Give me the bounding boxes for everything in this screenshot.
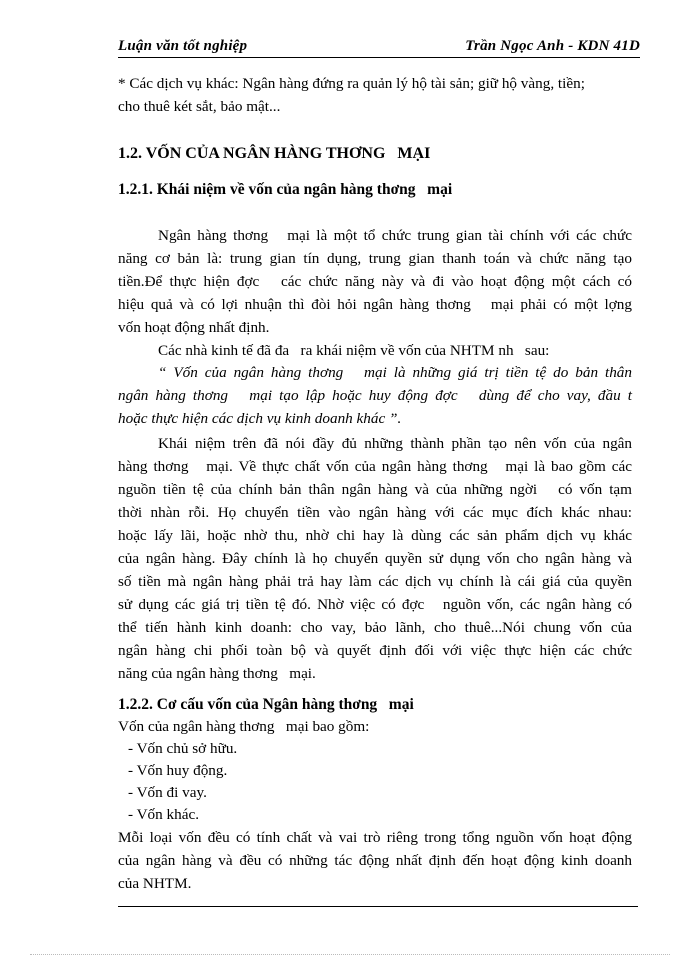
- intro-line: cho thuê két sắt, bảo mật...: [118, 98, 281, 115]
- paragraph-line: hiệu quả và có lợi nhuận thì đòi hỏi ngân hàng thơng mại phải có một lợng: [118, 296, 632, 313]
- paragraph-line: Các nhà kinh tế đã đa ra khái niệm về vốn của NHTM nh sau:: [158, 342, 550, 359]
- paragraph-line: của ngân hàng và đều có những tác động nhất định đến hoạt động kinh doanh: [118, 852, 632, 869]
- subsection-heading: 1.2.1. Khái niệm về vốn của ngân hàng thơng mại: [118, 181, 453, 198]
- paragraph-line: Ngân hàng thơng mại là một tổ chức trung gian tài chính với các chức: [158, 227, 632, 244]
- quote-line: hoặc thực hiện các dịch vụ kinh doanh khác ”.: [118, 410, 402, 427]
- header-author: Trần Ngọc Anh - KDN 41D: [465, 38, 640, 54]
- paragraph-line: năng của ngân hàng thơng mại.: [118, 665, 316, 682]
- paragraph-line: ngân hàng chi phối toàn bộ và quyết định đối với việc thực hiện các chức: [118, 642, 632, 659]
- quote-line: “ Vốn của ngân hàng thơng mại là những giá trị tiền tệ do bản thân: [158, 364, 632, 381]
- subsection-heading: 1.2.2. Cơ cấu vốn của Ngân hàng thơng mại: [118, 696, 414, 713]
- paragraph-line: thể tiến hành kinh doanh: cho vay, bảo lãnh, cho thuê...Nói chung vốn của: [118, 619, 632, 636]
- header-title: Luận văn tốt nghiệp: [118, 38, 248, 54]
- paragraph-line: Khái niệm trên đã nói đầy đủ những thành phần tạo nên vốn của ngân: [158, 435, 632, 452]
- paragraph-line: hoặc lấy lãi, hoặc nhờ thu, nhờ chi hay là dùng các sản phẩm dịch vụ khác: [118, 527, 632, 544]
- footer-rule: [118, 906, 638, 907]
- header-rule: [118, 57, 640, 58]
- section-heading: 1.2. VỐN CỦA NGÂN HÀNG THƠNG MẠI: [118, 145, 431, 162]
- paragraph-line: Mỗi loại vốn đều có tính chất và vai trò riêng trong tổng nguồn vốn hoạt động: [118, 829, 632, 846]
- paragraph-line: tiền.Để thực hiện đợc các chức năng này và đi vào hoạt động một cách có: [118, 273, 632, 290]
- paragraph-line: vốn hoạt động nhất định.: [118, 319, 270, 336]
- quote-line: ngân hàng thơng mại tạo lập hoặc huy động đợc dùng để cho vay, đầu t: [118, 387, 632, 404]
- paragraph-line: hàng thơng mại. Về thực chất vốn của ngân hàng thơng mại là bao gồm các: [118, 458, 632, 475]
- paragraph-line: thời nhàn rỗi. Họ chuyển tiền vào ngân hàng với các mục đích khác nhau:: [118, 504, 632, 521]
- paragraph-line: số tiền mà ngân hàng phải trả hay làm các dịch vụ chính là cái giá của quyền: [118, 573, 632, 590]
- list-item: - Vốn khác.: [128, 806, 199, 823]
- list-intro: Vốn của ngân hàng thơng mại bao gồm:: [118, 718, 370, 735]
- paragraph-line: nguồn tiền tệ của chính bản thân ngân hàng và của những ngời có vốn tạm: [118, 481, 632, 498]
- paragraph-line: năng cơ bản là: trung gian tín dụng, trung gian thanh toán và chức năng tạo: [118, 250, 632, 267]
- list-item: - Vốn đi vay.: [128, 784, 207, 801]
- list-item: - Vốn chủ sở hữu.: [128, 740, 238, 757]
- paragraph-line: của NHTM.: [118, 875, 192, 892]
- list-item: - Vốn huy động.: [128, 762, 228, 779]
- page-edge: [30, 954, 670, 955]
- paragraph-line: của ngân hàng. Đây chính là họ chuyển quyền sử dụng vốn cho ngân hàng và: [118, 550, 632, 567]
- paragraph-line: sử dụng các giá trị tiền tệ đó. Nhờ việc có đợc nguồn vốn, các ngân hàng có: [118, 596, 632, 613]
- intro-line: * Các dịch vụ khác: Ngân hàng đứng ra quản lý hộ tài sản; giữ hộ vàng, tiền;: [118, 75, 585, 92]
